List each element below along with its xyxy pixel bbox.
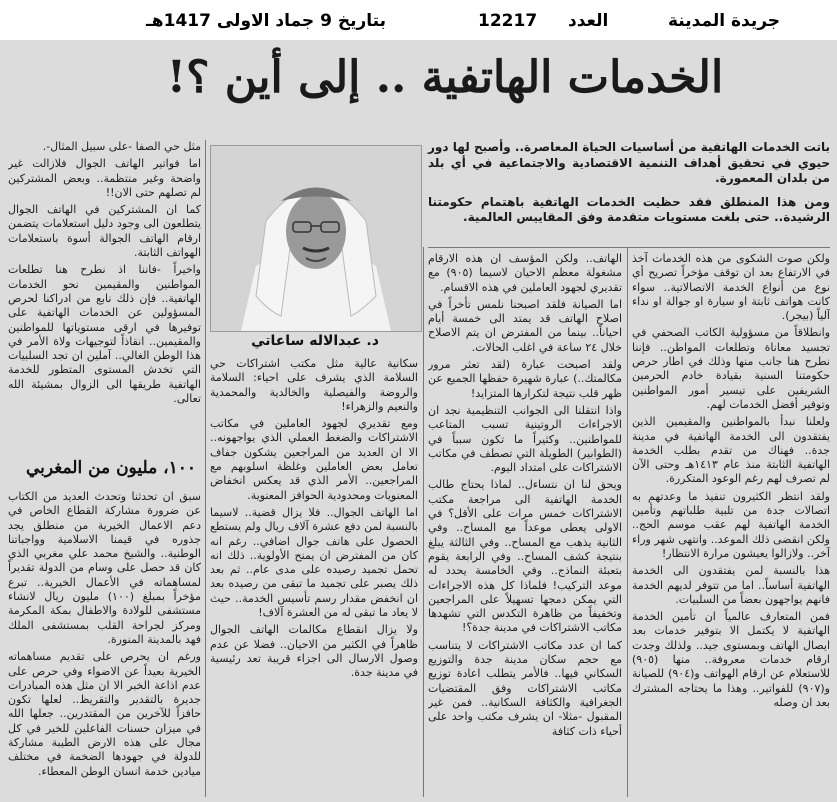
- paragraph: سكانية عالية مثل مكتب اشتراكات حي السلامة الذي يشرف على احياء: السلامة والروضة والفيصلية والخالدية والمحمدية والنعيم والزهراء!: [210, 357, 418, 413]
- paragraph: اما الهاتف الجوال.. فلا يزال قضية.. لاسيما بالنسبة لمن دفع عشرة آلاف ريال ولم يستطع الحصول على هاتف جوال اضافي.. رغم انه كان من المفترض ان يمنح الأولوية.. ذلك انه تحمل تجميد رصيده على مدى عام.. ثم بعد ذلك يصبر على تجميد ما تبقى من رصيده بعد ان انخفض مقدار رسم تأسيس الخدمة.. حيث لا يعاد ما تبقى له من العشرة آلاف!: [210, 505, 418, 620]
- paragraph: ولعلنا نبدأ بالمواطنين والمقيمين الذين يفتقدون الى الخدمة الهاتفية في مدينة جدة.. فهناك من تقدم بطلب الخدمة الهاتفية الثابتة منذ عام ١٤١٣هـ وحتى الآن لم تصرف لهم رغم الوعود المتكررة.: [632, 415, 830, 486]
- paragraph: فمن المتعارف عالمياً ان تأمين الخدمة الهاتفية لا يكتمل الا بتوفير خدمات بعد ايصال الهاتف وبمستوى جيد.. ولذلك وجدت ارقام خدمات معروفة.. منها (٩٠٥) للاستعلام عن ارقام الهواتف و(٩٠٤) للصيانة و(٩٠٧) للفواتير.. وهذا ما يحتاجه المشترك بعد ان وصله: [632, 610, 830, 709]
- lead-paragraphs: [428, 140, 830, 234]
- column-left-top: [8, 140, 201, 450]
- paragraph: ولقد انتظر الكثيرون تنفيذ ما وعدتهم به اتصالات جدة من تلبية طلباتهم وتأمين الخدمة الهاتفية لهم عقب موسم الحج.. ولكن انقضى ذلك الموعد.. وانتهى شهر وراء آخر.. ولازالوا يعيشون مرارة الانتظار!: [632, 489, 830, 560]
- paragraph: ويحق لنا ان نتساءل.. لماذا يحتاج طالب الخدمة الهاتفية الى مراجعة مكتب الاشتراكات خمس مرات على الأقل؟ في الاولى يعطى موعداً مع المساح.. وفي الثانية يذهب مع المساح.. وفي الثالثة يبلغ بنتيجة كشف المساح.. وفي الرابعة يقوم بتعبئة النماذج.. وفي الخامسة يحدد له موعد التركيب! فلماذا كل هذه الاجراءات التي يمكن دمجها تسهيلاً على المراجعين وتخفيفاً من ظاهرة التكدس التي تشهدها مكاتب الاشتراكات في مدينة جدة؟!: [428, 478, 622, 635]
- paragraph: ولقد اصبحت عبارة (لقد تعثر مرور مكالمتك..) عبارة شهيرة حفظها الجميع عن ظهر قلب نتيجة لتكرارها المتزايد!: [428, 358, 622, 400]
- paragraph: ولكن صوت الشكوى من هذه الخدمات آخذ في الارتفاع بعد ان توقف مؤخراً تصريح أي نوع من أنواع الخدمة الاتصالاتية.. سواء كانت هواتف ثابتة او سيارة او جوالة او نداء آلياً (بيجر).: [632, 252, 830, 323]
- column-below-photo: [210, 357, 418, 797]
- paragraph: كما ان عدد مكاتب الاشتراكات لا يتناسب مع حجم سكان مدينة جدة والتوزيع السكاني فيها.. فالأمر يتطلب اعادة توزيع مكاتب الاشتراكات وفق المقتضيات الجغرافية والكثافة السكانية.. فمن غير المقبول -مثلا- ان يشرف مكتب واحد على أحياء ذات كثافة: [428, 638, 622, 738]
- divider: [428, 247, 830, 248]
- author-photo: [210, 145, 422, 332]
- lead-paragraph: باتت الخدمات الهاتفية من أساسيات الحياة المعاصرة.. وأصبح لها دور حيوي في تحقيق أهداف التنمية الاقتصادية والاجتماعية في أي بلد من بلدان المعمورة.: [428, 140, 830, 185]
- paragraph: ومع تقديري لجهود العاملين في مكاتب الاشتراكات والضغط العملي الذي يواجهونه.. الا ان العديد من المراجعين يشكون جفاف تعامل بعض العاملين وغلظة اسلوبهم مع المراجعين.. الأمر الذي قد يعكس انخفاض المعنويات ومحدودية الحوافز المعنوية.: [210, 417, 418, 502]
- column-divider: [423, 247, 424, 797]
- paragraph: واخيراً -فاننا اذ نطرح هنا تطلعات المواطنين والمقيمين نحو الخدمات الهاتفية.. فإن ذلك نابع من ادراكنا لحرص المسؤولين عن الخدمات الهاتفية على توفيرها في ارقى مستوياتها للمواطنين والمقيمين.. انقاذاً لتوجيهات ولاة الأمر في هذا الوطن الغالي.. آملين ان تجد السلبيات التي تخدش المستوى المتطور للخدمة الهاتفية طريقها الى الزوال بمشيئة الله تعالى.: [8, 263, 201, 406]
- author-portrait-icon: [211, 146, 421, 331]
- paragraph: اما فواتير الهاتف الجوال فلازالت غير واضحة وغير منتظمة.. وبعض المشتركين لم تصلهم حتى الان!!: [8, 157, 201, 199]
- paragraph: سبق ان تحدثنا وتحدث العديد من الكتاب عن ضرورة مشاركة القطاع الخاص في دعم الاعمال الخيرية من منطلق يجد جذوره في قيمنا الاسلامية وواجباتنا الوطنية.. والشيخ محمد علي مغربي الذي كان قد حصل على وسام من الدولة تقديراً لمساهماته في الأعمال الخيرية.. تبرع مؤخراً بمبلغ (١٠٠) مليون ريال لانشاء مستشفى للولادة والاطفال بمكة المكرمة ومركز لجراحة القلب بمستشفى الملك فهد بالمدينة المنورة.: [8, 490, 201, 646]
- column-divider: [627, 247, 628, 797]
- column-middle: [428, 252, 622, 797]
- column-divider: [205, 140, 206, 797]
- paragraph: واذا انتقلنا الى الجوانب التنظيمية نجد ان الاجراءات الروتينية تسبب المتاعب للمواطنين.. وكثيراً ما تكون سبباً في (الطوابير) الطويلة التي تصطف في مكاتب الاشتراكات على امتداد اليوم.: [428, 403, 622, 475]
- newspaper-name: جريدة المدينة: [668, 11, 781, 31]
- column-left-bottom: [8, 490, 201, 797]
- paragraph: ورغم ان يحرص على تقديم مساهماته الخيرية بعيداً عن الاضواء وفي حرص على عدم اذاعة الخبر الا ان مثل هذه المبادرات جديرة بالتقدير والتقريظ.. لعلها تكون حافزاً للآخرين من المقتدرين.. جعلها الله في ميزان حسنات الفاعلين للخير في كل مجال على هذه الارض الطيبة مشاركة للدولة في جهودها الضخمة في مختلف ميادين خدمة انسان الوطن المعطاء.: [8, 650, 201, 778]
- paragraph: مثل حي الصفا -على سبيل المثال-.: [42, 140, 201, 153]
- issue-date: بتاريخ 9 جماد الاولى 1417هـ: [146, 11, 386, 31]
- paragraph: كما ان المشتركين في الهاتف الجوال يتطلعون الى وجود دليل استعلامات يتضمن ارقام الهاتف الجوالة أسوة باستعلامات الهواتف الثابتة.: [8, 203, 201, 260]
- paragraph: اما الصيانة فلقد اصبحنا نلمس تأخراً في اصلاح الهاتف قد يمتد الى خمسة أيام احياناً.. بينما من المفترض ان يتم الاصلاح خلال ٢٤ ساعة في اغلب الحالات.: [428, 297, 622, 354]
- source-header: [0, 0, 837, 40]
- subheading: ١٠٠، مليون من المغربي: [25, 458, 197, 478]
- headline: الخدمات الهاتفية .. إلى أين ؟!: [166, 52, 724, 103]
- lead-paragraph: ومن هذا المنطلق فقد حظيت الخدمات الهاتفية باهتمام حكومتنا الرشيدة.. حتى بلغت مستويات متقدمة وفق المقاييس العالمية.: [428, 194, 830, 224]
- paragraph: الهاتف.. ولكن المؤسف ان هذه الارقام مشغولة معظم الاحيان لاسيما (٩٠٥) مع تقديري لجهود العاملين في هذه الاقسام.: [428, 252, 622, 294]
- issue-label: العدد: [568, 11, 609, 31]
- paragraph: وانطلاقاً من مسؤولية الكاتب الصحفي في تجسيد معاناة وتطلعات المواطن.. فإننا نطرح هنا جانب منها وذلك في اطار حرص حكومتنا السنية بقيادة خادم الحرمين الشريفين على تيسير أمور المواطنين وتوفير أفضل الخدمات لهم.: [632, 326, 830, 411]
- paragraph: ولا يزال انقطاع مكالمات الهاتف الجوال ظاهراً في الكثير من الاحيان.. فضلا عن عدم وصول الارسال الى اجزاء قريبة تعد رئيسية في مدينة جدة.: [210, 623, 418, 680]
- column-right: [632, 252, 830, 797]
- photo-caption: د. عبدالاله ساعاتي: [251, 333, 379, 349]
- issue-number: 12217: [478, 11, 538, 31]
- paragraph: هذا بالنسبة لمن يفتقدون الى الخدمة الهاتفية أساساً.. اما من تتوفر لديهم الخدمة فانهم يواجهون بعضاً من السلبيات.: [632, 564, 830, 606]
